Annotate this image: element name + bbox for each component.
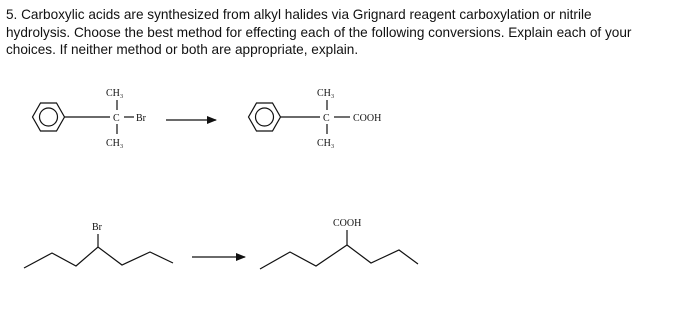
product-1-cooh: COOH — [353, 113, 382, 124]
reactant-1-ch3-bottom: CH₃ — [106, 138, 124, 149]
reactant-1-ch3-top: CH₃ — [106, 88, 124, 99]
reactant-1-br: Br — [136, 113, 146, 124]
reactant-1-carbon: C — [113, 113, 120, 124]
question-line-1: 5. Carboxylic acids are synthesized from alkyl halides via Grignard reagent carboxylation or nitrile — [6, 7, 592, 22]
benzene-ring-product — [249, 103, 281, 131]
product-1-ch3-bottom: CH₃ — [317, 138, 335, 149]
product-2-cooh: COOH — [333, 218, 362, 229]
question-line-3: choices. If neither method or both are appropriate, explain. — [6, 42, 359, 57]
product-2-skeletal-chain — [260, 245, 418, 269]
reactant-2-br: Br — [92, 222, 102, 233]
reactant-2-skeletal-chain — [24, 247, 173, 268]
benzene-circle-product — [256, 108, 274, 126]
benzene-ring-reactant — [33, 103, 65, 131]
product-1-carbon: C — [323, 113, 330, 124]
product-1-ch3-top: CH₃ — [317, 88, 335, 99]
benzene-circle-reactant — [40, 108, 58, 126]
product-1-structure — [249, 100, 351, 134]
question-line-2: hydrolysis. Choose the best method for effecting each of the following conversions. Explain each of your — [6, 24, 632, 40]
